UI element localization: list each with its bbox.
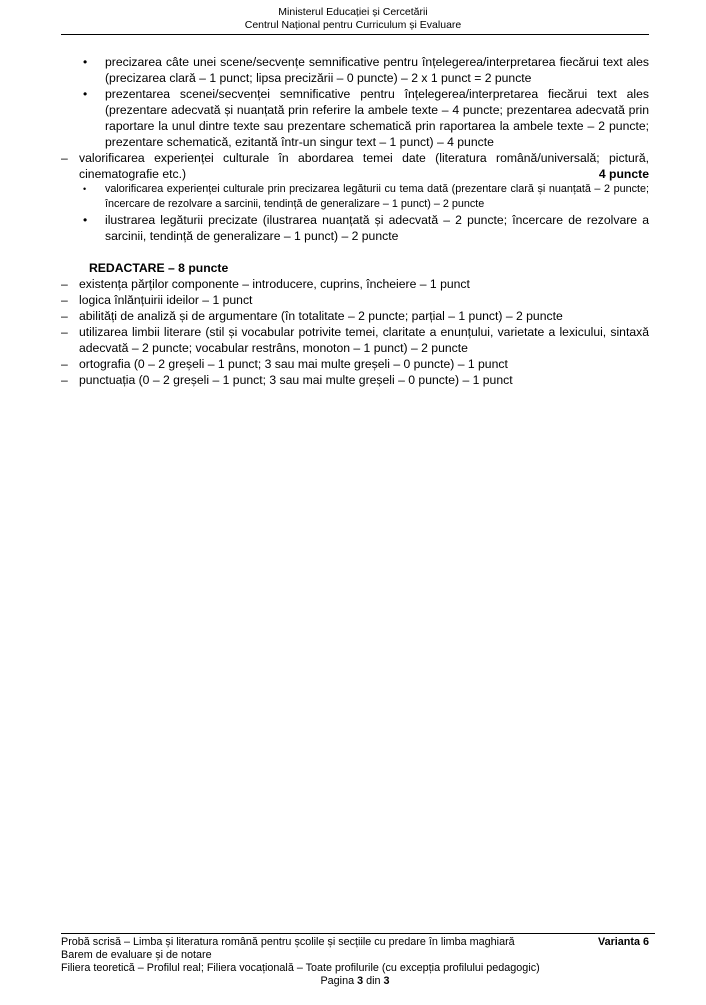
footer-divider: [61, 933, 655, 934]
list-item: [61, 372, 649, 388]
page-number: [61, 975, 649, 988]
page-of: din: [366, 975, 381, 987]
list-item-text: ilustrarea legăturii precizate (ilustrarea nuanțată și adecvată – 2 puncte; încercare de rezolvare a sarcinii, tendință de generalizare – 1 punct) – 2 puncte: [105, 213, 649, 243]
list-item: [61, 54, 649, 86]
dash-marker: –: [61, 373, 68, 387]
dash-marker: –: [61, 357, 68, 371]
list-item-text: punctuația (0 – 2 greșeli – 1 punct; 3 sau mai multe greșeli – 0 puncte) – 1 punct: [79, 373, 513, 387]
dash-marker: –: [61, 277, 68, 291]
list-item: [61, 308, 649, 324]
list-item: [61, 150, 649, 182]
dash-marker: –: [61, 309, 68, 323]
list-item: [61, 182, 649, 212]
list-item: [61, 276, 649, 292]
footer-exam-title: Probă scrisă – Limba și literatura română pentru școlile și secțiile cu predare în limba maghiară: [61, 936, 515, 948]
variant-label: Varianta 6: [597, 936, 649, 948]
list-item-text: valorificarea experienței culturale prin precizarea legăturii cu tema dată (prezentare clară și nuanțată – 2 puncte; încercare de rezolvare a sarcinii, tendință de generalizare – 1 punct) – 2 puncte: [105, 183, 649, 210]
dash-marker: –: [61, 325, 68, 339]
bullet-marker: •: [83, 184, 87, 194]
page-header: [0, 6, 706, 32]
document-body: [61, 54, 649, 388]
header-center: Centrul Național pentru Curriculum și Evaluare: [244, 19, 462, 31]
page-total: 3: [383, 975, 390, 987]
footer-profile: Filiera teoretică – Profilul real; Filiera vocațională – Toate profilurile (cu excepția profilului pedagogic): [61, 962, 540, 974]
list-item-text: existența părților componente – introducere, cuprins, încheiere – 1 punct: [79, 277, 470, 291]
list-item-text: abilități de analiză și de argumentare (în totalitate – 2 puncte; parțial – 1 punct) – 2 puncte: [79, 309, 563, 323]
list-item-text: ortografia (0 – 2 greșeli – 1 punct; 3 sau mai multe greșeli – 0 puncte) – 1 punct: [79, 357, 508, 371]
list-item: [61, 86, 649, 150]
header-ministry: Ministerul Educației și Cercetării: [278, 6, 428, 18]
bullet-marker: •: [83, 55, 88, 69]
list-item: [61, 324, 649, 356]
dash-marker: –: [61, 151, 68, 165]
footer-subtitle: Barem de evaluare și de notare: [61, 949, 212, 961]
page-prefix: Pagina: [320, 975, 355, 987]
page-footer: [61, 936, 649, 988]
footer-row: [61, 936, 649, 949]
page-current: 3: [357, 975, 364, 987]
points-label: 4 puncte: [598, 167, 649, 181]
list-item: [61, 212, 649, 244]
list-item: [61, 356, 649, 372]
header-divider: [61, 34, 649, 35]
list-item-text: valorificarea experienței culturale în abordarea temei date (literatura română/universală; pictură, cinematografie etc.): [79, 151, 649, 181]
list-item-text: logica înlănțuirii ideilor – 1 punct: [79, 293, 253, 307]
dash-marker: –: [61, 293, 68, 307]
bullet-marker: •: [83, 213, 88, 227]
list-item-text: precizarea câte unei scene/secvențe semnificative pentru înțelegerea/interpretarea fiecărui text ales (precizarea clară – 1 punct; lipsa precizării – 0 puncte) – 2 x 1 punct = 2 puncte: [105, 55, 649, 85]
bullet-marker: •: [83, 87, 88, 101]
section-title: REDACTARE – 8 puncte: [89, 261, 229, 275]
list-item-text: prezentarea scenei/secvenței semnificative pentru înțelegerea/interpretarea fiecărui text ales (prezentare adecvată și nuanțată prin referire la ambele texte – 4 puncte; prezentarea adecvată prin raportare la unul dintre texte sau prezentare schematică prin raportarea la ambele texte – 2 puncte; prezentare schematică, ezitantă într-un singur text – 1 punct) – 4 puncte: [105, 87, 649, 149]
list-item: [61, 292, 649, 308]
list-item-text: utilizarea limbii literare (stil și vocabular potrivite temei, claritate a enunțului, varietate a lexicului, sintaxă adecvată – 2 puncte; vocabular restrâns, monoton – 1 punct) – 2 puncte: [79, 325, 649, 355]
